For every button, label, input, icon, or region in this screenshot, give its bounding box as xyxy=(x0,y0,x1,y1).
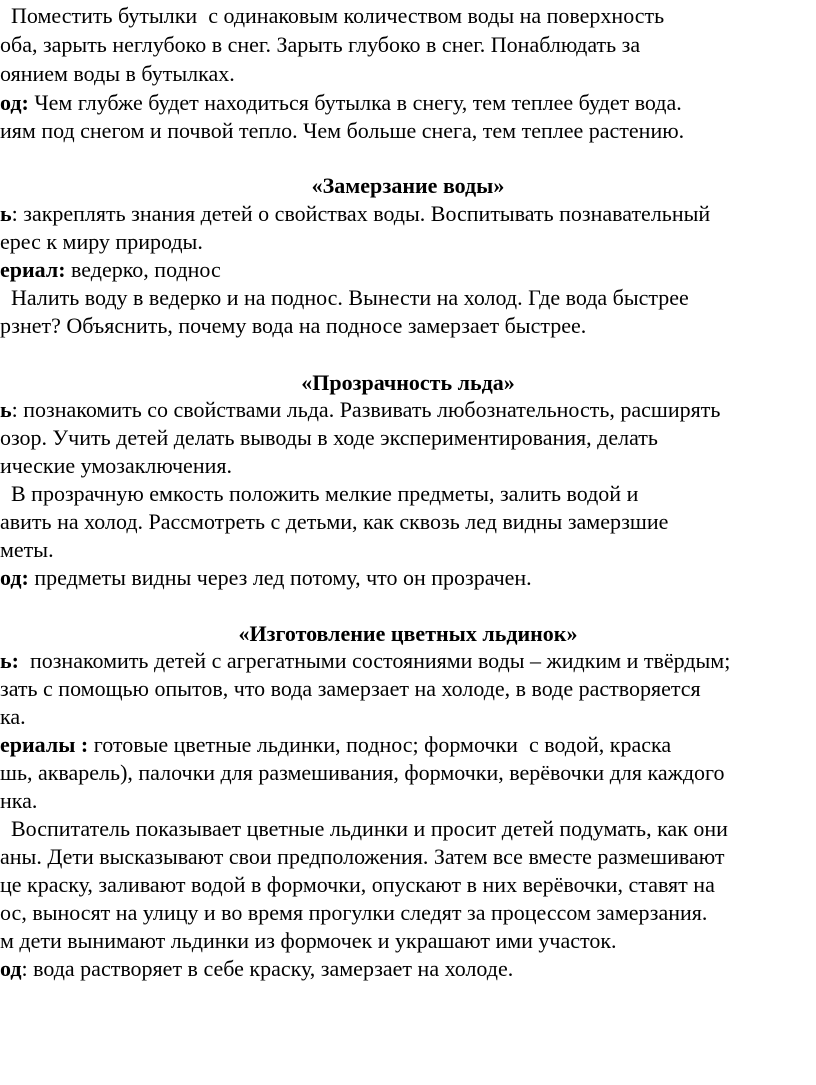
colored-ice-material-text: готовые цветные льдинки, поднос; формочки с водой, краска xyxy=(88,732,672,757)
colored-ice-step-line-4: ос, выносят на улицу и во время прогулки следят за процессом замерзания. xyxy=(0,900,708,925)
colored-ice-conclusion-label: од xyxy=(0,956,22,981)
freezing-material-text: ведерко, поднос xyxy=(65,257,221,282)
colored-ice-step-line-3: це краску, заливают водой в формочки, опускают в них верёвочки, ставят на xyxy=(0,872,715,897)
colored-ice-material-label: ериалы : xyxy=(0,732,89,757)
colored-ice-step-line-5: м дети вынимают льдинки из формочек и украшают ими участок. xyxy=(0,928,617,953)
transparency-goal-line-3: ические умозаключения. xyxy=(0,453,232,478)
colored-ice-material-line-2: шь, акварель), палочки для размешивания, формочки, верёвочки для каждого xyxy=(0,760,725,785)
prev-conclusion-line-2: иям под снегом и почвой тепло. Чем больше снега, тем теплее растению. xyxy=(0,118,685,143)
freezing-title: «Замерзание воды» xyxy=(311,173,505,198)
transparency-step-line-2: авить на холод. Рассмотреть с детьми, как сквозь лед видны замерзшие xyxy=(0,509,669,534)
transparency-conclusion-text: предметы видны через лед потому, что он прозрачен. xyxy=(28,565,532,590)
prev-step-line-1: Поместить бутылки с одинаковым количеством воды на поверхность xyxy=(0,3,665,28)
transparency-title: «Прозрачность льда» xyxy=(301,370,515,395)
colored-ice-material-line-1 xyxy=(0,731,671,759)
prev-conclusion-text: Чем глубже будет находиться бутылка в снегу, тем теплее будет вода. xyxy=(34,90,682,115)
transparency-goal-line-1 xyxy=(0,396,720,424)
transparency-conclusion-label: од: xyxy=(0,565,29,590)
freezing-material-label: ериал: xyxy=(0,257,66,282)
colored-ice-conclusion-line xyxy=(0,955,513,983)
colored-ice-goal-label: ь: xyxy=(0,648,19,673)
freezing-goal-label: ь xyxy=(0,201,12,226)
freezing-step-line-2: рзнет? Объяснить, почему вода на подносе замерзает быстрее. xyxy=(0,313,587,338)
transparency-step-line-1: В прозрачную емкость положить мелкие предметы, залить водой и xyxy=(0,481,639,506)
freezing-goal-text: : закреплять знания детей о свойствах воды. Воспитывать познавательный xyxy=(11,201,711,226)
colored-ice-goal-line-3: ка. xyxy=(0,704,26,729)
colored-ice-material-line-3: нка. xyxy=(0,788,38,813)
prev-conclusion-label: од: xyxy=(0,90,29,115)
freezing-material-line xyxy=(0,256,221,284)
prev-step-line-3: ояниeм воды в бутылках. xyxy=(0,61,235,86)
transparency-goal-label: ь xyxy=(0,397,12,422)
colored-ice-goal-text: познакомить детей с агрегатными состояниями воды – жидким и твёрдым; xyxy=(18,648,731,673)
freezing-goal-line-1 xyxy=(0,200,710,228)
colored-ice-conclusion-text: : вода растворяет в себе краску, замерзает на холоде. xyxy=(21,956,514,981)
freezing-goal-line-2: ерес к миру природы. xyxy=(0,229,203,254)
transparency-conclusion-line xyxy=(0,564,532,592)
colored-ice-goal-line-2: зать с помощью опытов, что вода замерзает на холоде, в воде растворяется xyxy=(0,676,701,701)
colored-ice-goal-line-1 xyxy=(0,647,730,675)
prev-conclusion-line-1 xyxy=(0,89,682,117)
colored-ice-step-line-1: Воспитатель показывает цветные льдинки и просит детей подумать, как они xyxy=(0,816,728,841)
transparency-goal-text: : познакомить со свойствами льда. Развивать любознательность, расширять xyxy=(11,397,721,422)
freezing-step-line-1: Налить воду в ведерко и на поднос. Вынести на холод. Где вода быстрее xyxy=(0,285,689,310)
transparency-step-line-3: меты. xyxy=(0,537,54,562)
transparency-goal-line-2: озор. Учить детей делать выводы в ходе экспериментирования, делать xyxy=(0,425,658,450)
colored-ice-title: «Изготовление цветных льдинок» xyxy=(238,621,578,646)
prev-step-line-2: оба, зарыть неглубоко в снег. Зарыть глубоко в снег. Понаблюдать за xyxy=(0,32,641,57)
colored-ice-step-line-2: аны. Дети высказывают свои предположения. Затем все вместе размешивают xyxy=(0,844,725,869)
